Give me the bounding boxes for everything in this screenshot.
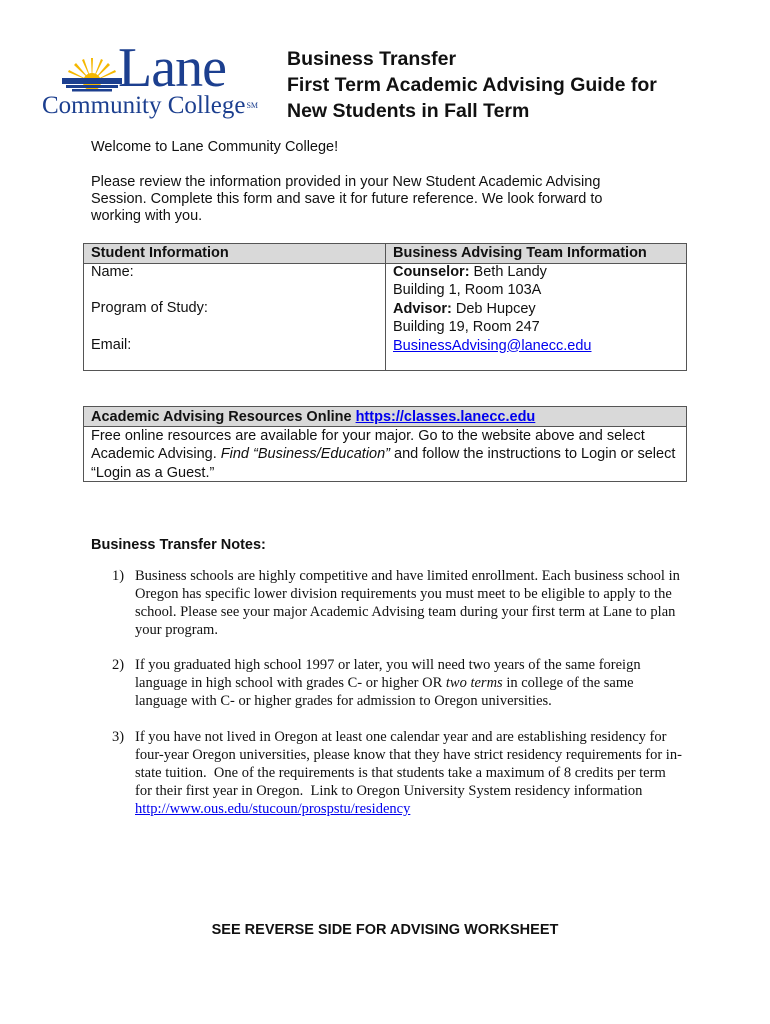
advisor-line: Advisor: Deb Hupcey [393,300,536,317]
intro-paragraph: Please review the information provided in your New Student Academic Advising Session. Complete this form and save it for future reference. We look forward to working with you. [91,174,603,224]
title-line-2: First Term Academic Advising Guide for [287,74,657,96]
info-table [83,243,687,371]
program-field-label[interactable]: Program of Study: [91,300,208,316]
email-field-label[interactable]: Email: [91,336,132,353]
welcome-text: Welcome to Lane Community College! [91,139,339,155]
logo-wordmark-college: Community College℠ [42,92,259,119]
advising-email-link[interactable]: BusinessAdvising@lanecc.edu [393,337,592,354]
student-info-header: Student Information [91,245,229,261]
resources-header: Academic Advising Resources Online https://classes.lanecc.edu [91,409,536,425]
counselor-line: Counselor: Beth Landy [393,263,547,280]
resources-content [91,408,681,482]
sunrise-icon [62,54,122,94]
team-info-header: Business Advising Team Information [393,245,647,261]
title-line-3: New Students in Fall Term [287,100,530,122]
residency-link[interactable]: http://www.ous.edu/stucoun/prospstu/residency [135,801,411,817]
page-title [287,46,657,124]
team-info-column [393,244,647,355]
lane-logo [42,37,260,122]
notes-title: Business Transfer Notes: [91,537,266,553]
classes-link[interactable]: https://classes.lanecc.edu [355,409,536,425]
name-field-label[interactable]: Name: [91,263,134,280]
footer-note: SEE REVERSE SIDE FOR ADVISING WORKSHEET [211,922,559,938]
resources-table [83,406,687,482]
resources-text: Free online resources are available for your major. Go to the website above and select Academic Advising. Find “Business/Education” and follow the instructions to Login or select “Login as a Guest.” [91,427,676,481]
advisor-location: Building 19, Room 247 [393,319,540,335]
logo-wordmark-lane: Lane [118,37,226,99]
student-info-column [91,244,229,354]
counselor-location: Building 1, Room 103A [393,282,542,298]
title-line-1: Business Transfer [287,48,457,70]
